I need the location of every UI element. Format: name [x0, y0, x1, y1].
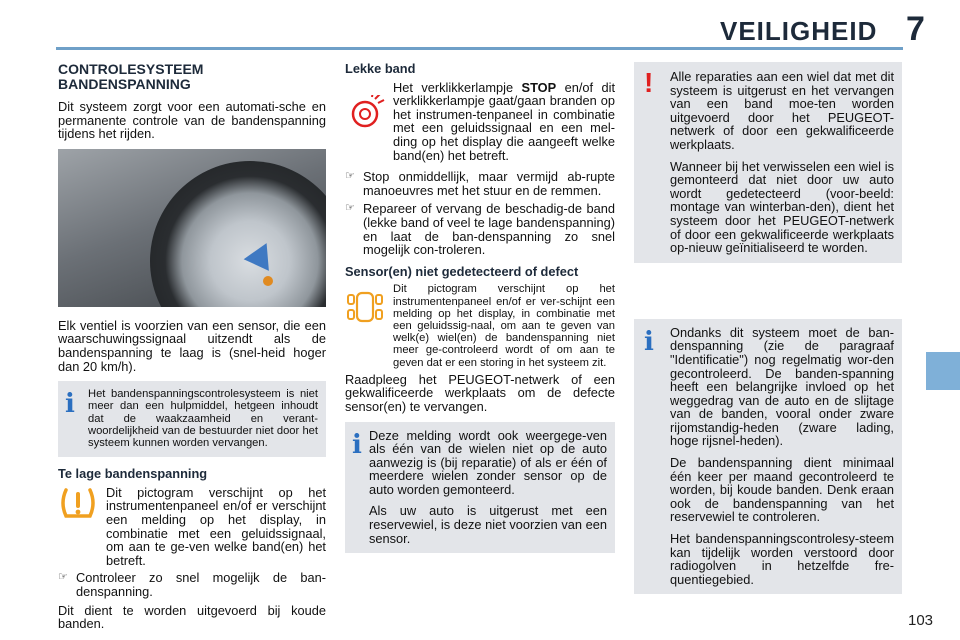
- column-left: [58, 62, 326, 639]
- warning-icon: !: [644, 67, 654, 98]
- chapter-number: 7: [906, 10, 925, 48]
- low-pressure-row: [58, 486, 326, 572]
- info-icon: i: [644, 326, 654, 357]
- stop-label: STOP: [521, 79, 557, 95]
- info-box-middle: [345, 422, 615, 554]
- bullet-stop: ☞ Stop onmiddellijk, maar vermijd ab-rupte manoeuvres met het stuur en de remmen.: [345, 170, 615, 197]
- sensor-text: Dit pictogram verschijnt op het instrumentenpaneel en/of er ver-schijnt een melding op het display, in combinatie met een geluidssig-naal, om aan te geven van welk(e) wiel(en) de bandenspanning niet meer ge-controleerd wordt of om aan te geven dat er een storing in het systeem zit.: [393, 283, 615, 369]
- wheel-image: [150, 161, 326, 307]
- flat-tire-row: [345, 81, 615, 171]
- info-right-p3: Het bandenspanningscontrolesy-steem kan tijdelijk worden verstoord door radiogolven in hetzelfde fre-quentiegebied.: [670, 531, 894, 587]
- bullet-repair: ☞ Repareer of vervang de beschadig-de band (lekke band of veel te lage bandenspanning) en laat de ban-denspanning zo snel mogelijk con-troleren.: [345, 202, 615, 256]
- info-middle-p2: Als uw auto is uitgerust met een reservewiel, is deze niet voorzien van een sensor.: [369, 503, 607, 546]
- info-right-p1: Ondanks dit systeem moet de ban-denspanning (zie de paragraaf "Identificatie") nog regelmatig wor-den gecontroleerd. De banden-spanning heeft een belangrijke invloed op het weggedrag van de auto en de slijtage van de banden, vooral onder zware rijomstandig-heden (zware lading, hoge rijsnel-heden).: [670, 324, 894, 449]
- warning-box: [634, 62, 902, 263]
- valve-marker: [263, 276, 273, 286]
- info-icon: i: [352, 429, 362, 460]
- info-icon: i: [65, 389, 75, 420]
- column-right: [634, 62, 902, 604]
- sensor-row: [345, 283, 615, 368]
- intro-paragraph: Dit systeem zorgt voor een automati-sche en permanente controle van de bandenspanning tijdens het rijden.: [58, 99, 326, 142]
- valve-paragraph: Elk ventiel is voorzien van een sensor, die een waarschuwingssignaal uitzendt als de bandenspanning te laag is (snel-heid hoger dan 20 km/h).: [58, 317, 326, 374]
- info-middle-p1: Deze melding wordt ook weergege-ven als één van de wielen niet op de auto aanwezig is (bij reparatie) of als er één of meerdere wielen zonder sensor op de auto worden gemonteerd.: [369, 427, 607, 497]
- warning-p1: Alle reparaties aan een wiel dat met dit systeem is uitgerust en het vervangen van een band moe-ten worden uitgevoerd door het PEUGEOT-netwerk of door een gekwalificeerde werkplaats.: [670, 69, 894, 152]
- subheading-flat-tire: Lekke band: [345, 61, 416, 76]
- tire-sensor-icon: [345, 283, 385, 368]
- info-text: Het bandenspanningscontrolesysteem is niet meer dan een hulpmiddel, hetgeen inhoudt dat de waakzaamheid en verant-woordelijkheid van de bestuurder niet door het systeem kunnen worden vervangen.: [88, 388, 318, 449]
- bullet-item: ☞ Controleer zo snel mogelijk de ban-denspanning.: [58, 571, 326, 598]
- flat-tire-text: [393, 81, 615, 163]
- flat-tire-text-a: Het verklikkerlampje: [393, 79, 522, 95]
- subheading-low-pressure: Te lage bandenspanning: [58, 466, 208, 482]
- subheading-sensor: Sensor(en) niet gedetecteerd of defect: [345, 263, 579, 279]
- info-box: [58, 381, 326, 457]
- chapter-tab: [926, 352, 960, 390]
- section-heading: CONTROLESYSTEEM BANDENSPANNING: [58, 61, 204, 92]
- flat-tire-icon: [345, 81, 385, 171]
- page-number: 103: [908, 612, 934, 629]
- header-rule: [56, 47, 903, 50]
- page-title: VEILIGHEID: [720, 16, 878, 46]
- wheel-photo: [58, 149, 326, 307]
- low-pressure-note: Dit dient te worden uitgevoerd bij koude banden.: [58, 602, 326, 632]
- info-right-p2: De bandenspanning dient minimaal één keer per maand gecontroleerd te worden, bij koude banden. Denk eraan ook de bandenspanning van het reservewiel te controleren.: [670, 455, 894, 525]
- sensor-text-2: Raadpleeg het PEUGEOT-netwerk of een gekwalificeerde werkplaats om de defecte sensor(en) te vervangen.: [345, 371, 615, 414]
- info-box-right: [634, 319, 902, 595]
- flat-tire-text-c: en/of dit verklikkerlampje gaat/gaan branden op het instrumen-tenpaneel in combinatie met een geluidssignaal en een mel-ding op het display die aangeeft welke band(en) het betreft.: [393, 79, 616, 163]
- warning-p2: Wanneer bij het verwisselen een wiel is gemonteerd dat niet door uw auto wordt gedetecteerd (voor-beeld: montage van winterban-den), dient het systeem door het PEUGEOT-netwerk of door een gekwalificeerde werkplaats op-nieuw geïnitialiseerd te worden.: [670, 158, 894, 256]
- tire-pressure-warning-icon: [58, 486, 98, 572]
- column-middle: [345, 62, 615, 563]
- low-pressure-text: Dit pictogram verschijnt op het instrumentenpaneel en/of er verschijnt een melding op het display, in combinatie met een geluidssignaal, om aan te ge-ven welke band(en) het betreft.: [106, 484, 326, 568]
